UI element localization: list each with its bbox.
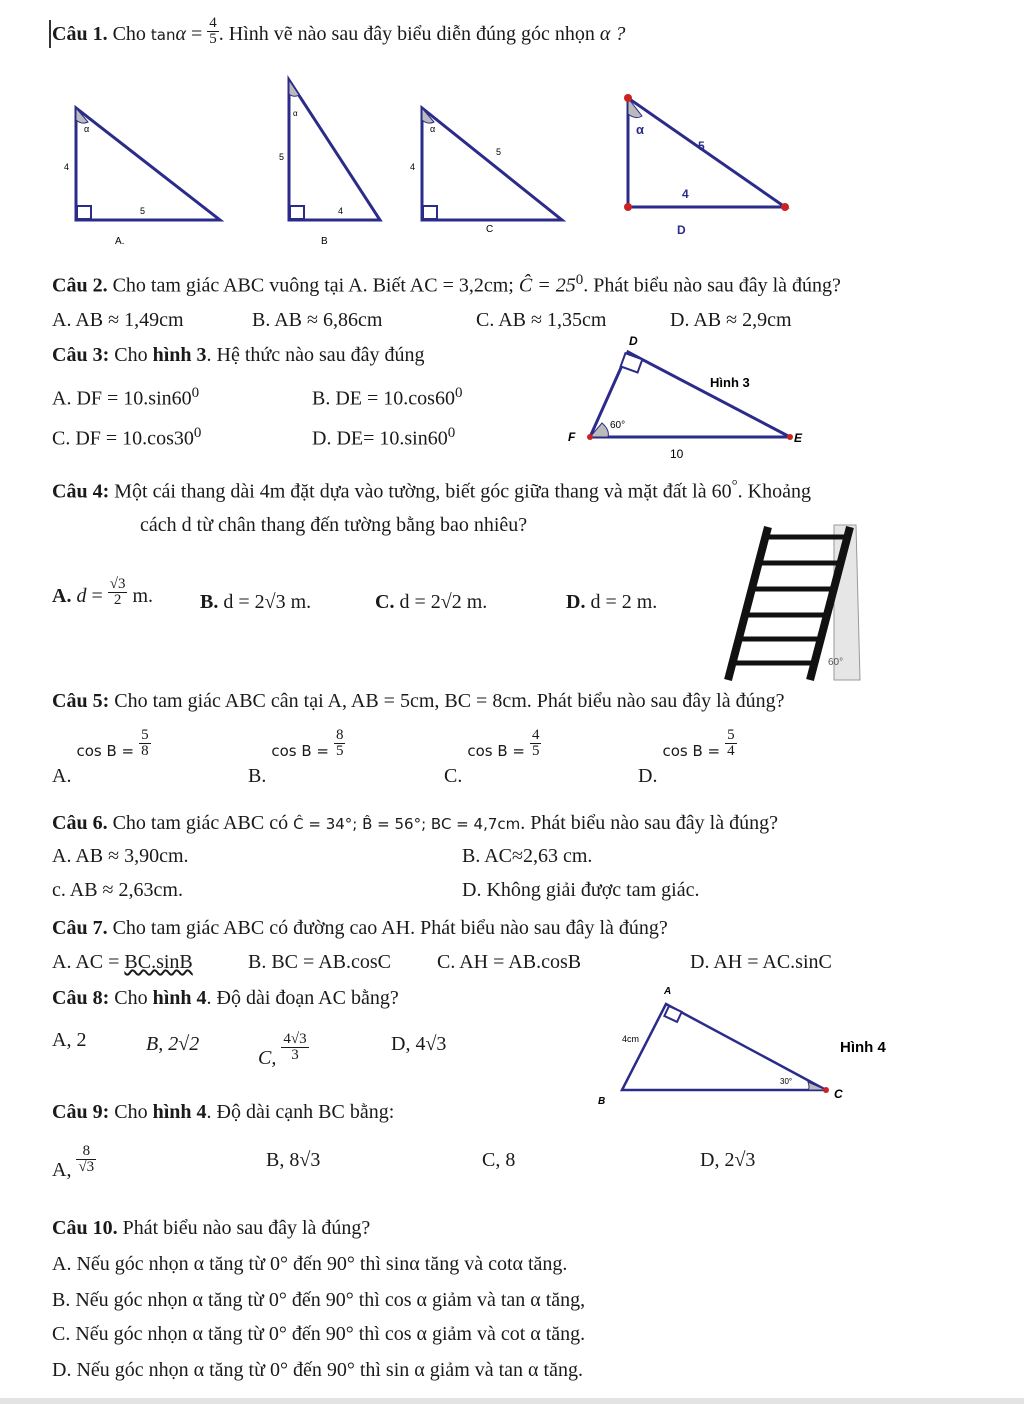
q4-deg-val: 60	[711, 480, 732, 503]
q4-option-a[interactable]	[52, 575, 154, 608]
q4-option-a-eq: =	[91, 585, 103, 607]
q2-angle: Ĉ = 25	[518, 274, 576, 297]
q10-line	[52, 1218, 370, 1238]
q5-option-d[interactable]	[638, 727, 737, 788]
q5-option-d-letter: D.	[638, 765, 658, 788]
q10-option-d[interactable]: D. Nếu góc nhọn α tăng từ 0° đến 90° thì sin α giảm và tan α tăng.	[52, 1359, 583, 1381]
q5-option-c-den: 5	[531, 743, 540, 759]
q4-line1	[52, 479, 811, 502]
q5-option-a-num: 5	[141, 727, 149, 743]
q4-option-a-frac	[108, 577, 128, 608]
q3-option-d[interactable]	[312, 426, 455, 449]
q5-text: Cho tam giác ABC cân tại A, AB = 5cm, BC = 8cm. Phát biểu nào sau đây là đúng?	[114, 690, 785, 712]
q4-option-d-val: d = 2 m.	[590, 591, 658, 613]
q9-bold: hình 4	[152, 1101, 207, 1123]
q4-option-c-val: d = 2√2 m.	[399, 591, 488, 613]
q3-line	[52, 345, 425, 365]
q7-option-d[interactable]: D. AH = AC.sinC	[690, 951, 832, 973]
q8-option-c[interactable]	[258, 1031, 309, 1070]
q8-option-c-frac	[281, 1032, 308, 1063]
q7-option-b[interactable]: B. BC = AB.cosC	[248, 951, 391, 973]
q1-fig-d-label: D	[677, 223, 686, 237]
q5-option-b-frac	[334, 728, 346, 759]
q2-option-d[interactable]: D. AB ≈ 2,9cm	[670, 309, 792, 331]
q6-cond: Ĉ = 34°; B̂ = 56°; BC = 4,7cm	[293, 815, 521, 833]
q1-fig-d-alpha: α	[636, 122, 644, 137]
q1-eq: =	[191, 23, 203, 46]
q6-line	[52, 813, 778, 833]
q1-fig-a	[64, 108, 220, 247]
q5-option-a-frac	[139, 728, 151, 759]
q9-option-b[interactable]: B, 8√3	[266, 1149, 321, 1171]
q6-option-a[interactable]: A. AB ≈ 3,90cm.	[52, 845, 189, 867]
q8-option-a[interactable]: A, 2	[52, 1029, 87, 1051]
q1-fig-b-side-h: 4	[338, 206, 344, 216]
q5-option-c-expr: cos B =	[467, 742, 525, 761]
q2-line	[52, 273, 841, 296]
q7-line	[52, 918, 668, 938]
q3-option-c-text: C. DF = 10.cos30	[52, 427, 194, 450]
q3-option-c[interactable]	[52, 426, 201, 449]
q2-text: Cho tam giác ABC vuông tại A. Biết AC = 3,2cm;	[112, 274, 514, 297]
q10-text: Phát biểu nào sau đây là đúng?	[122, 1217, 371, 1239]
q4-option-a-unit: m.	[132, 585, 154, 607]
q1-fig-a-label: A.	[115, 236, 125, 247]
q8-option-b[interactable]: B, 2√2	[146, 1033, 200, 1055]
q1-figures	[0, 0, 1024, 250]
q6-option-d[interactable]: D. Không giải được tam giác.	[462, 879, 700, 901]
q3-fig-angle: 60°	[610, 420, 626, 431]
q5-option-a-den: 8	[141, 743, 149, 759]
q1-fig-c	[410, 108, 562, 235]
q5-option-a-letter: A.	[52, 765, 72, 788]
q5-option-c-letter: C.	[444, 765, 463, 788]
q4-option-c-letter: C.	[375, 591, 395, 613]
q9-line	[52, 1102, 394, 1122]
q1-fig-b	[279, 80, 380, 247]
q8-text: Cho	[114, 987, 148, 1009]
q5-option-a[interactable]	[52, 727, 151, 788]
q3-option-a[interactable]	[52, 386, 199, 409]
q3-option-d-deg: 0	[447, 425, 456, 441]
q8-bold: hình 4	[152, 987, 207, 1009]
q8-fig-b: B	[598, 1096, 606, 1107]
q6-option-b[interactable]: B. AC≈2,63 cm.	[462, 845, 593, 867]
q6-text: Cho tam giác ABC có	[112, 812, 289, 834]
q1-alpha: α	[175, 23, 187, 46]
q1-label: Câu 1.	[52, 23, 108, 46]
q4-label: Câu 4:	[52, 480, 110, 503]
q5-option-b-den: 5	[335, 743, 344, 759]
q1-fig-d-side-hyp: 5	[698, 139, 705, 153]
q8-option-c-pre: C,	[258, 1047, 277, 1070]
q9-option-a-pre: A,	[52, 1159, 72, 1182]
q1-fig-b-alpha: α	[293, 109, 298, 118]
q8-figure	[590, 980, 920, 1110]
q5-option-d-den: 4	[727, 743, 735, 759]
q1-fig-a-side-v: 4	[64, 162, 70, 172]
q2-option-a[interactable]: A. AB ≈ 1,49cm	[52, 309, 184, 331]
q1-fig-b-label: B	[321, 236, 328, 247]
q1-tan: tan	[150, 26, 176, 45]
q3-bold: hình 3	[152, 344, 207, 366]
q9-option-c[interactable]: C, 8	[482, 1149, 516, 1171]
q4-deg-mark: °	[731, 478, 738, 494]
q5-option-b-letter: B.	[248, 765, 267, 788]
q2-option-c[interactable]: C. AB ≈ 1,35cm	[476, 309, 607, 331]
q4-ladder-figure	[700, 515, 870, 685]
q2-deg: 0	[575, 272, 584, 288]
q3-figure	[540, 330, 840, 470]
q7-option-a-pre: A. AC =	[52, 951, 120, 973]
q5-line	[52, 691, 784, 711]
q3-option-b-text: B. DE = 10.cos60	[312, 387, 455, 410]
q9-label: Câu 9:	[52, 1101, 110, 1123]
q4-line1-end: . Khoảng	[737, 480, 811, 503]
q7-label: Câu 7.	[52, 917, 108, 939]
q4-line1-text: Một cái thang dài 4m đặt dựa vào tường, biết góc giữa thang và mặt đất là	[114, 480, 707, 503]
q5-option-c-frac	[530, 728, 542, 759]
q9-option-d[interactable]: D, 2√3	[700, 1149, 756, 1171]
q8-text2: . Độ dài đoạn AC bằng?	[206, 987, 399, 1009]
q4-option-a-letter: A.	[52, 585, 72, 607]
q8-fig-a: A	[664, 986, 672, 997]
q3-fig-f: F	[568, 430, 576, 444]
q4-option-c[interactable]	[375, 592, 487, 612]
q8-line	[52, 988, 399, 1008]
q4-option-b-letter: B.	[200, 591, 219, 613]
q10-option-c[interactable]: C. Nếu góc nhọn α tăng từ 0° đến 90° thì cos α giảm và cot α tăng.	[52, 1323, 586, 1345]
q3-fig-title: Hình 3	[710, 375, 750, 390]
q10-option-a[interactable]: A. Nếu góc nhọn α tăng từ 0° đến 90° thì sinα tăng và cotα tăng.	[52, 1253, 568, 1275]
q3-text2: . Hệ thức nào sau đây đúng	[206, 344, 425, 366]
q3-fig-d: D	[629, 334, 638, 348]
q8-label: Câu 8:	[52, 987, 110, 1009]
q9-option-a-frac	[76, 1144, 96, 1175]
q5-option-c-num: 4	[531, 727, 540, 743]
q8-fig-side: 4cm	[622, 1034, 640, 1044]
q3-option-a-deg: 0	[191, 385, 200, 401]
q1-fig-d-side-h: 4	[682, 187, 689, 201]
q4-option-d[interactable]	[566, 592, 657, 612]
q2-label: Câu 2.	[52, 274, 108, 297]
q4-option-a-d: d	[76, 585, 87, 607]
q3-option-d-text: D. DE= 10.sin60	[312, 427, 448, 450]
q1-den: 5	[209, 31, 217, 47]
q9-text2: . Độ dài cạnh BC bằng:	[206, 1101, 395, 1123]
q8-option-c-num: 4√3	[283, 1031, 307, 1047]
q1-fig-a-side-h: 5	[140, 206, 146, 216]
q1-fig-c-label: C	[486, 224, 494, 235]
q9-option-a-num: 8	[76, 1144, 96, 1160]
q9-option-a-den: √3	[78, 1159, 95, 1175]
q1-q-alpha: α ?	[599, 23, 626, 46]
q7-option-a-wavy: BC.sinB	[124, 951, 193, 973]
q1-fig-c-alpha: α	[430, 124, 436, 134]
q7-option-c[interactable]: C. AH = AB.cosB	[437, 951, 582, 973]
q5-option-b-expr: cos B =	[271, 742, 329, 761]
q5-option-d-expr: cos B =	[662, 742, 721, 761]
q3-text: Cho	[114, 344, 148, 366]
q5-option-b[interactable]	[248, 727, 345, 788]
q1-num: 4	[209, 15, 217, 31]
q3-option-b[interactable]	[312, 386, 462, 409]
q1-fig-d	[624, 94, 789, 237]
q4-option-a-den: 2	[113, 591, 122, 608]
q8-option-d[interactable]: D, 4√3	[391, 1033, 447, 1055]
q2-text2: . Phát biểu nào sau đây là đúng?	[583, 274, 841, 297]
q8-option-c-den: 3	[291, 1047, 299, 1063]
q4-fig-angle: 60°	[828, 657, 844, 668]
q10-option-b[interactable]: B. Nếu góc nhọn α tăng từ 0° đến 90° thì cos α giảm và tan α tăng,	[52, 1289, 586, 1311]
q4-option-d-letter: D.	[566, 591, 586, 613]
q1-fig-c-side-v: 4	[410, 162, 416, 172]
q8-fig-title: Hình 4	[840, 1039, 886, 1056]
q5-option-a-expr: cos B =	[76, 742, 135, 761]
q7-text: Cho tam giác ABC có đường cao AH. Phát biểu nào sau đây là đúng?	[112, 917, 668, 939]
q4-option-b[interactable]	[200, 592, 311, 612]
q2-option-b[interactable]: B. AB ≈ 6,86cm	[252, 309, 383, 331]
q5-option-b-num: 8	[335, 727, 344, 743]
q3-label: Câu 3:	[52, 344, 110, 366]
q10-label: Câu 10.	[52, 1217, 118, 1239]
q6-text2: . Phát biểu nào sau đây là đúng?	[520, 812, 778, 834]
q3-fig-side: 10	[670, 447, 684, 461]
q1-fig-a-alpha: α	[84, 124, 90, 134]
q8-fig-angle: 30°	[780, 1077, 793, 1086]
q6-label: Câu 6.	[52, 812, 108, 834]
q1-pre: Cho	[112, 23, 146, 46]
q1-fig-c-side-hyp: 5	[496, 147, 502, 157]
q3-option-c-deg: 0	[193, 425, 202, 441]
q3-option-a-text: A. DF = 10.sin60	[52, 387, 192, 410]
q6-option-c[interactable]: c. AB ≈ 2,63cm.	[52, 879, 183, 901]
q4-line2: cách d từ chân thang đến tường bằng bao nhiêu?	[140, 514, 528, 536]
q1-post: . Hình vẽ nào sau đây biểu diễn đúng góc nhọn	[218, 23, 595, 46]
q3-fig-e: E	[794, 431, 803, 445]
q7-option-a[interactable]	[52, 952, 193, 972]
q8-fig-c: C	[834, 1087, 843, 1101]
q5-label: Câu 5:	[52, 690, 110, 712]
q5-option-d-num: 5	[727, 727, 735, 743]
q5-option-c[interactable]	[444, 727, 541, 788]
q9-text: Cho	[114, 1101, 148, 1123]
q1-fig-b-side-v: 5	[279, 152, 285, 162]
q9-option-a[interactable]	[52, 1143, 96, 1182]
q5-option-d-frac	[725, 728, 737, 759]
q4-option-b-val: d = 2√3 m.	[223, 591, 312, 613]
q3-option-b-deg: 0	[454, 385, 463, 401]
q4-option-a-num: √3	[109, 575, 126, 592]
page-bottom-edge	[0, 1398, 1024, 1404]
